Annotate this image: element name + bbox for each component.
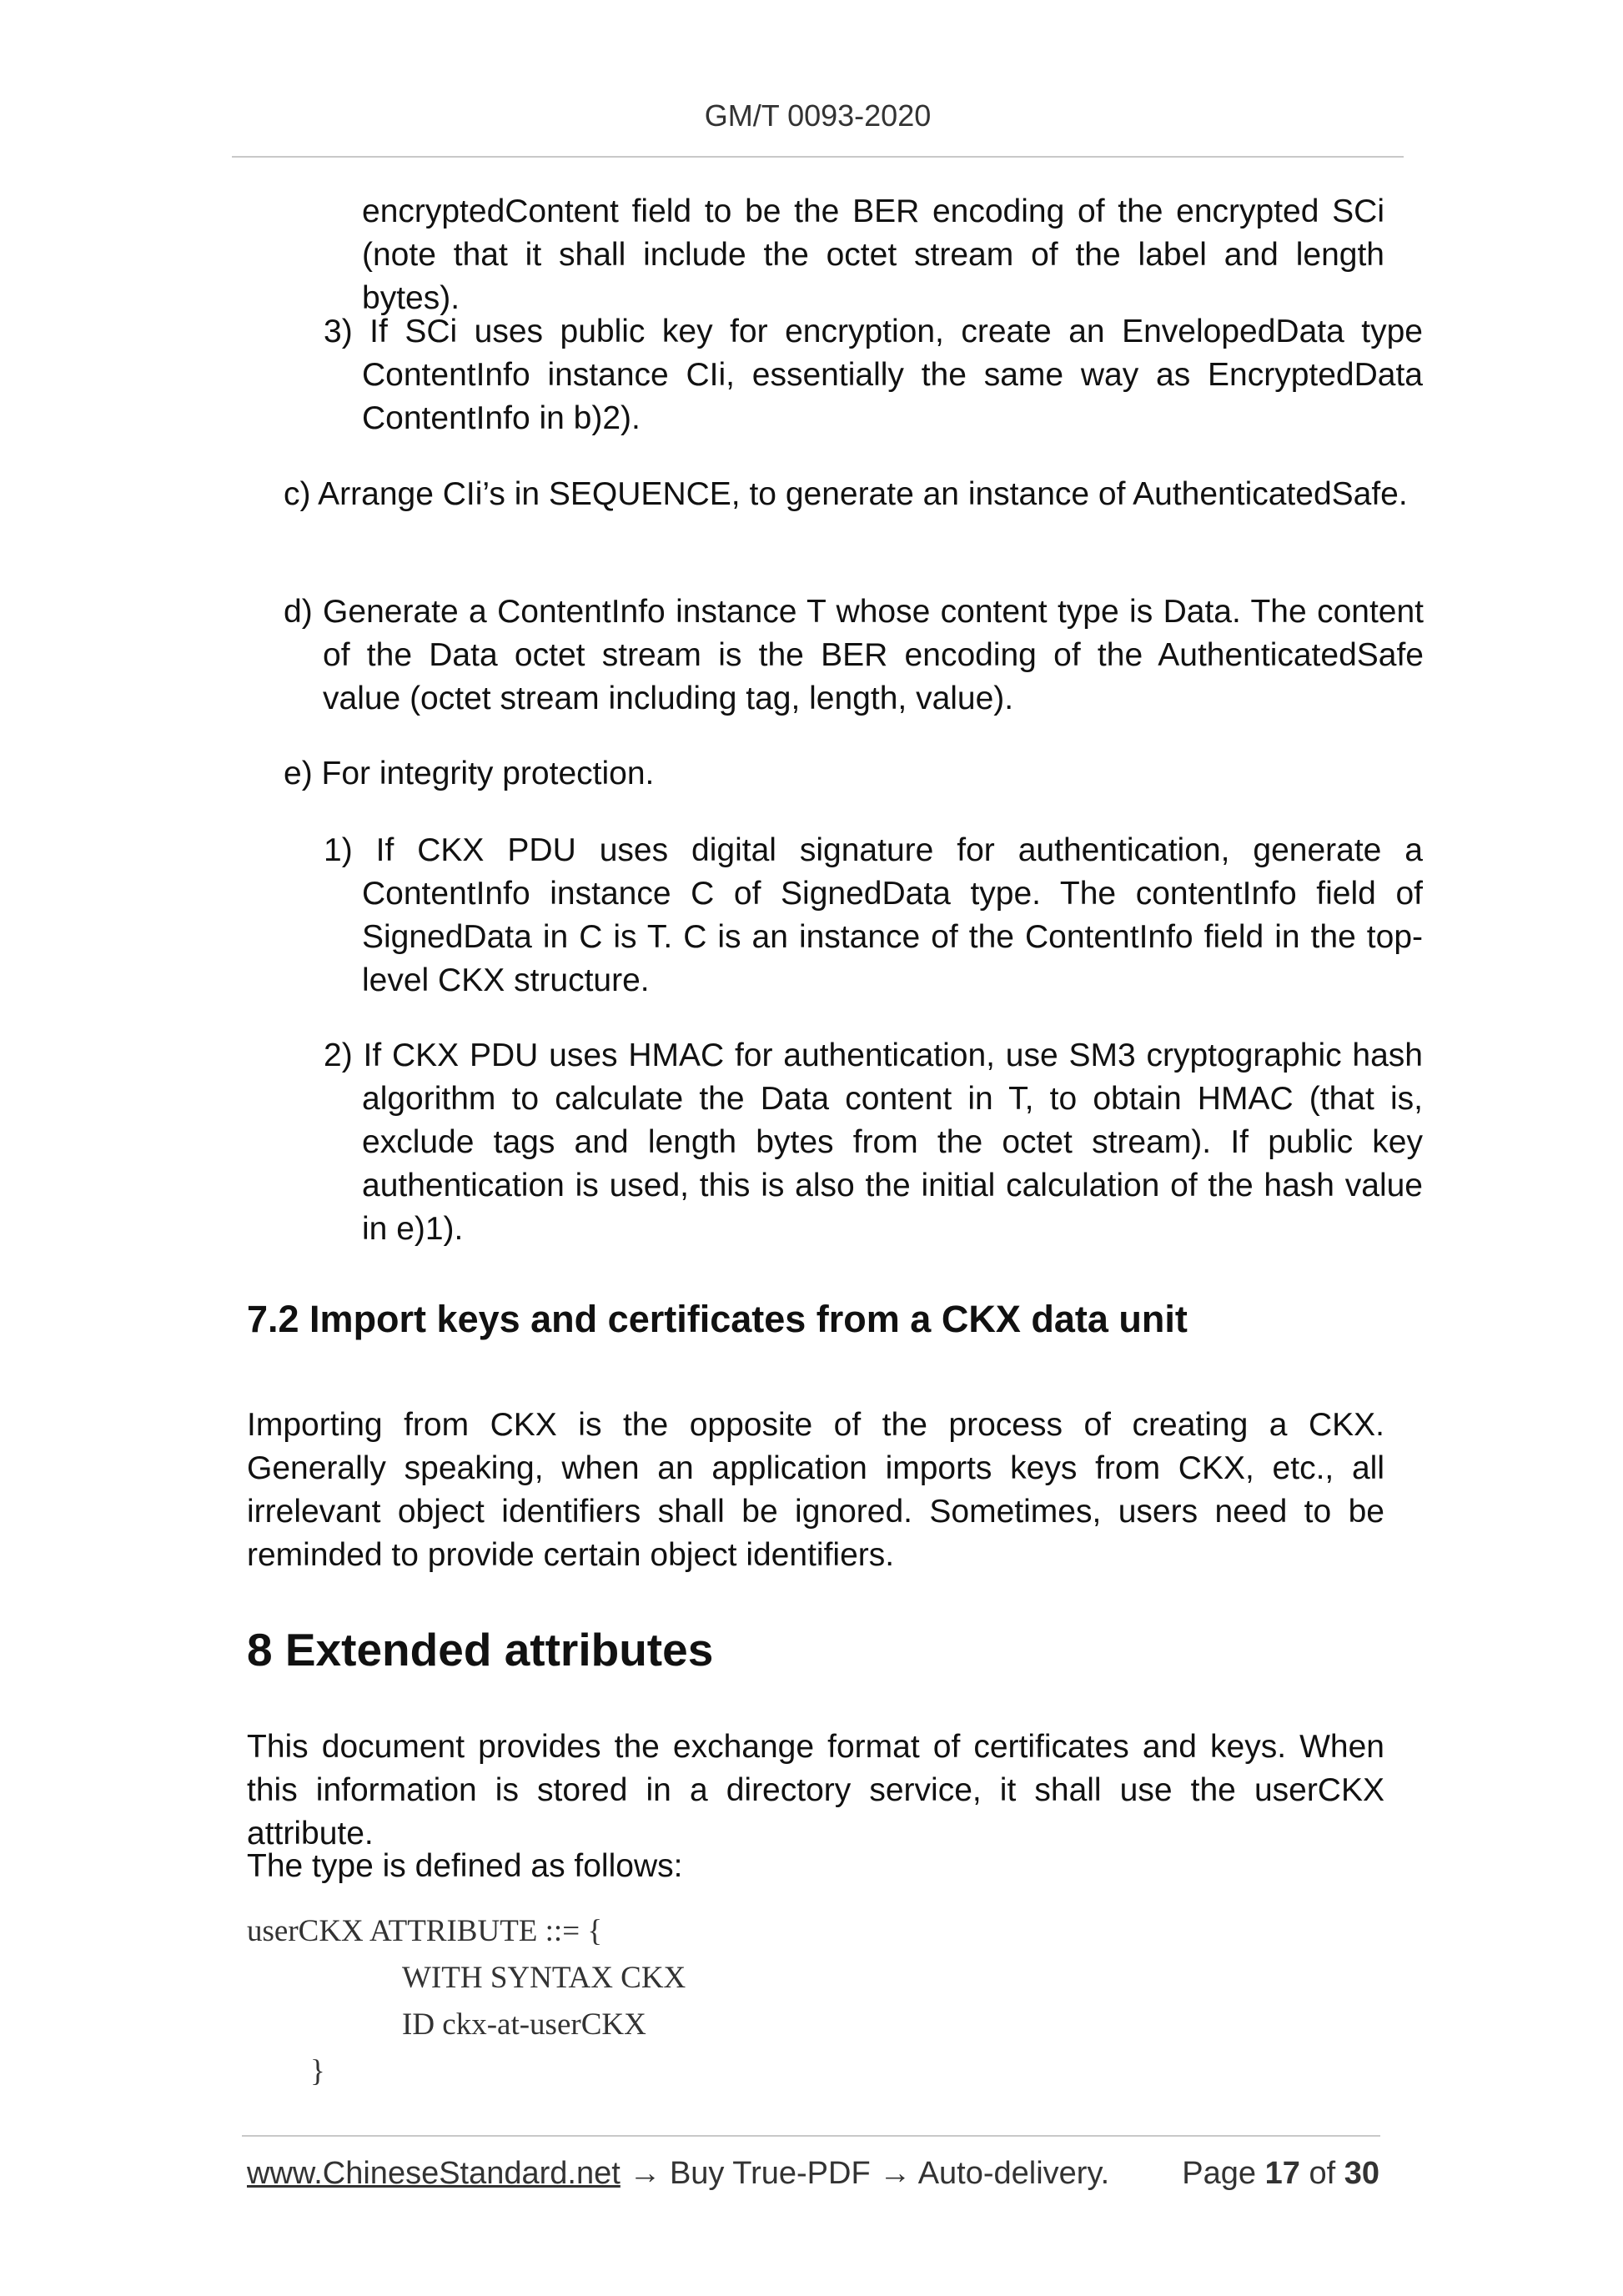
type-intro: The type is defined as follows: [247,1848,683,1884]
list-item-d: d) Generate a ContentInfo instance T whose content type is Data. The content of the Data octet stream is the BER encoding of the AuthenticatedSafe value (octet stream including tag, length, value). [284,594,1424,716]
footer-tagline: → Buy True-PDF → Auto-delivery. [620,2156,1110,2191]
section-8-body: This document provides the exchange format of certificates and keys. When this information is stored in a directory service, it shall use the userCKX attribute. [247,1729,1384,1851]
total-pages: 30 [1344,2156,1379,2191]
page-label: Page [1182,2156,1257,2191]
document-id-header: GM/T 0093-2020 [704,98,932,133]
list-item-e1: 1) If CKX PDU uses digital signature for authentication, generate a ContentInfo instance C of SignedData type. The contentInfo field of SignedData in C is T. C is an instance of the ContentInfo field in the top-level CKX structure. [324,832,1423,998]
list-item-c: c) Arrange CIi’s in SEQUENCE, to generate an instance of AuthenticatedSafe. [284,476,1408,512]
list-item-b2-continuation: encryptedContent field to be the BER encoding of the encrypted SCi (note that it shall include the octet stream of the label and length bytes). [362,193,1384,316]
website-link[interactable]: www.ChineseStandard.net [247,2156,621,2191]
current-page-number: 17 [1264,2156,1300,2191]
code-line: } [310,2054,325,2088]
header-divider [232,156,1404,158]
asn1-code-block [247,1908,686,2095]
section-8-heading: 8 Extended attributes [247,1624,714,1676]
footer-divider [242,2135,1380,2137]
list-item-e: e) For integrity protection. [284,756,655,791]
list-item-e2: 2) If CKX PDU uses HMAC for authentication, use SM3 cryptographic hash algorithm to calculate the Data content in T, to obtain HMAC (that is, exclude tags and length bytes from the octet stream). If public key authentication is used, this is also the initial calculation of the hash value in e)1). [324,1037,1423,1247]
of-label: of [1309,2156,1336,2191]
list-item-b3: 3) If SCi uses public key for encryption, create an EnvelopedData type ContentInfo instance CIi, essentially the same way as EncryptedData ContentInfo in b)2). [324,314,1423,436]
section-7-2-body: Importing from CKX is the opposite of the process of creating a CKX. Generally speaking, when an application imports keys from CKX, etc., all irrelevant object identifiers shall be ignored. Sometimes, users need to be reminded to provide certain object identifiers. [247,1407,1384,1573]
code-line: WITH SYNTAX CKX [402,1961,686,1995]
section-7-2-heading: 7.2 Import keys and certificates from a CKX data unit [247,1298,1188,1340]
code-line: userCKX ATTRIBUTE ::= { [247,1914,603,1948]
page-indicator [1182,2156,1379,2192]
page-footer [247,2156,1379,2192]
code-line: ID ckx-at-userCKX [402,2007,646,2042]
